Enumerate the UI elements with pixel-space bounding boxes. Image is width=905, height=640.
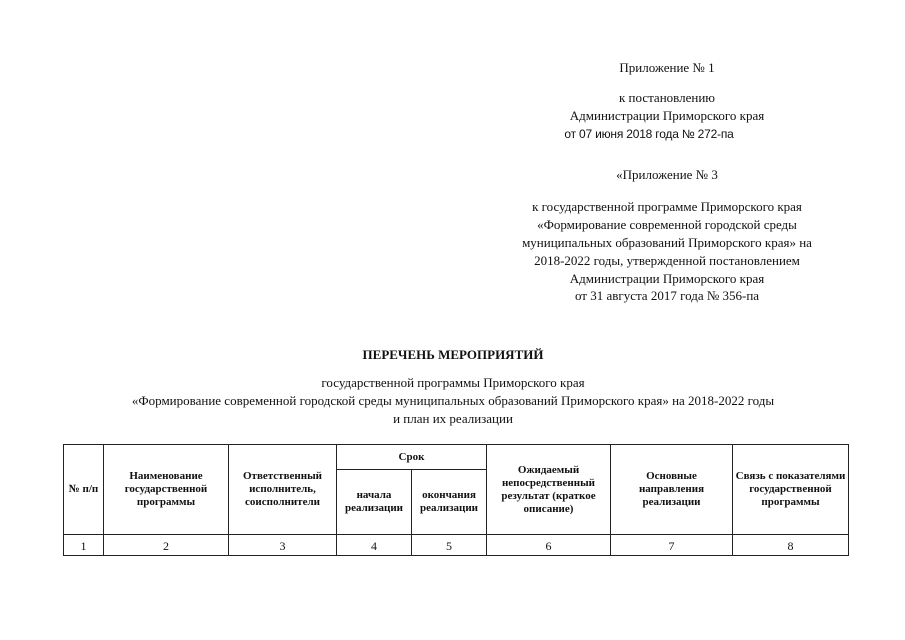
heading-subtitle-2: «Формирование современной городской среды муниципальных образований Приморского края» на 2018-2022 годы (131, 393, 775, 408)
header-directions: Основные направления реализации (611, 445, 733, 535)
heading-subtitle-1: государственной программы Приморского края (321, 375, 585, 390)
appendix-1-title: Приложение № 1 (619, 60, 715, 75)
column-number-cell: 3 (229, 535, 337, 556)
appendix-3-line-1: к государственной программе Приморского края (532, 199, 802, 214)
heading-subtitle-3: и план их реализации (393, 411, 513, 426)
column-number-cell: 5 (412, 535, 487, 556)
appendix-1-stamp-date: от 07 июня 2018 года № 272-па (564, 127, 734, 141)
header-term-end: окончания реализации (412, 470, 487, 535)
appendix-3-line-2: «Формирование современной городской среды (537, 217, 797, 232)
appendix-3-title: «Приложение № 3 (616, 167, 718, 182)
column-number-cell: 2 (104, 535, 229, 556)
appendix-3-line-4: 2018-2022 годы, утвержденной постановлением (534, 253, 800, 268)
appendix-3-line-5: Администрации Приморского края (569, 271, 765, 286)
appendix-3-line-6: от 31 августа 2017 года № 356-па (574, 288, 760, 303)
header-term: Срок (337, 445, 487, 470)
column-number-cell: 6 (487, 535, 611, 556)
appendix-1-line-2: Администрации Приморского края (569, 108, 765, 123)
column-number-cell: 4 (337, 535, 412, 556)
header-term-start: начала реализации (337, 470, 412, 535)
header-responsible: Ответственный исполнитель, соисполнители (229, 445, 337, 535)
column-number-cell: 7 (611, 535, 733, 556)
appendix-3-line-3: муниципальных образований Приморского края» на (522, 235, 812, 250)
table-header-row (64, 445, 849, 470)
activities-table (63, 444, 849, 556)
heading-title: ПЕРЕЧЕНЬ МЕРОПРИЯТИЙ (362, 347, 544, 362)
column-number-cell: 8 (733, 535, 849, 556)
column-number-cell: 1 (64, 535, 104, 556)
header-expected-result: Ожидаемый непосредственный результат (краткое описание) (487, 445, 611, 535)
header-number: № п/п (64, 445, 104, 535)
header-program-link: Связь с показателями государственной программы (733, 445, 849, 535)
table-row (64, 535, 849, 556)
appendix-1-line-1: к постановлению (618, 90, 716, 105)
header-program-name: Наименование государственной программы (104, 445, 229, 535)
